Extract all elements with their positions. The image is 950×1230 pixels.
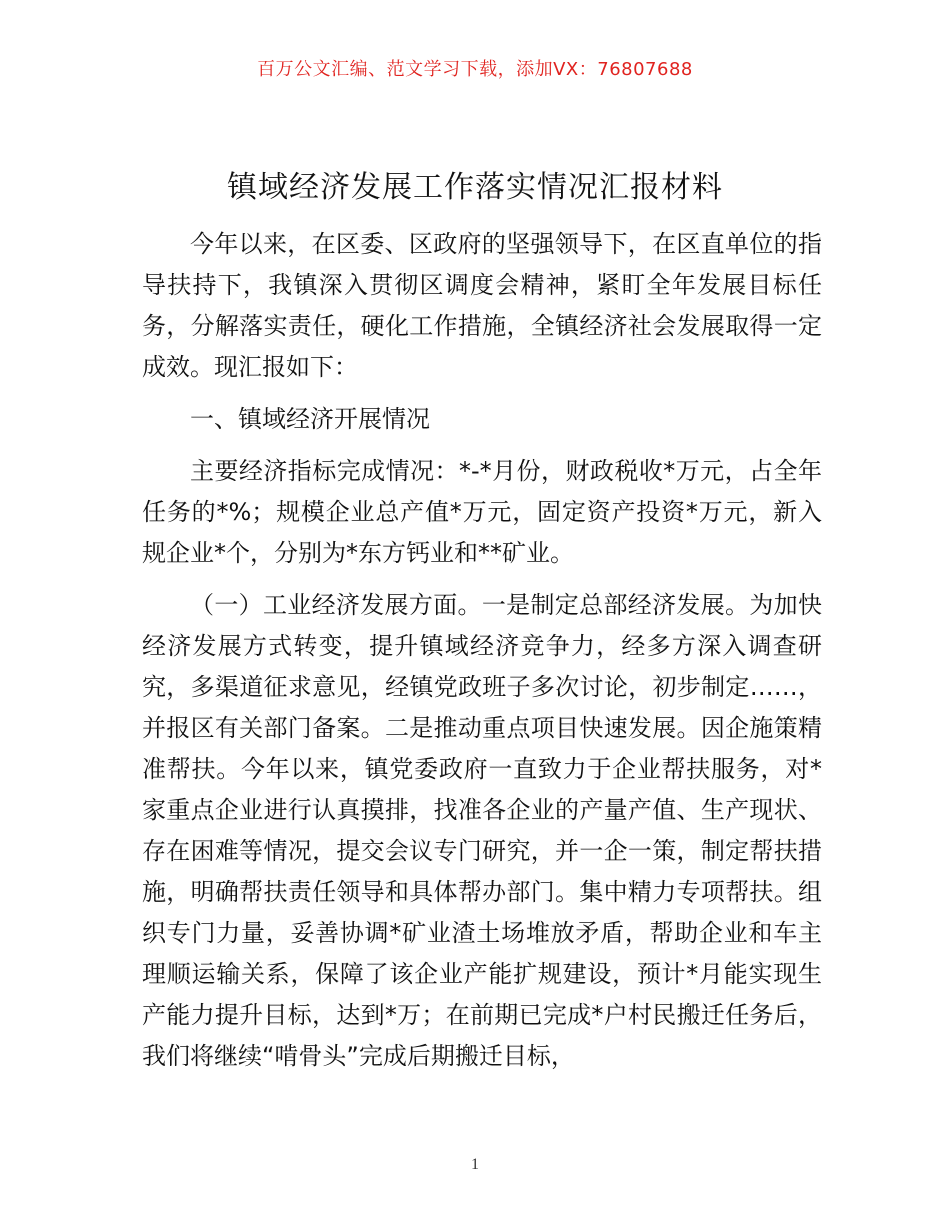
indicators-paragraph: 主要经济指标完成情况：*-*月份，财政税收*万元，占全年任务的*%；规模企业总产值*万元，固定资产投资*万元，新入规企业*个，分别为*东方钙业和**矿业。 [142,457,822,567]
section-heading: 一、镇域经济开展情况 [190,405,430,433]
industry-paragraph: （一）工业经济发展方面。一是制定总部经济发展。为加快经济发展方式转变，提升镇域经济竞争力，经多方深入调查研究，多渠道征求意见，经镇党政班子多次讨论，初步制定……，并报区有关部门备案。二是推动重点项目快速发展。因企施策精准帮扶。今年以来，镇党委政府一直致力于企业帮扶服务，对*家重点企业进行认真摸排，找准各企业的产量产值、生产现状、存在困难等情况，提交会议专门研究，并一企一策，制定帮扶措施，明确帮扶责任领导和具体帮办部门。集中精力专项帮扶。组织专门力量，妥善协调*矿业渣土场堆放矛盾，帮助企业和车主理顺运输关系，保障了该企业产能扩规建设，预计*月能实现生产能力提升目标，达到*万；在前期已完成*户村民搬迁任务后，我们将继续“啃骨头”完成后期搬迁目标， [142,591,822,1070]
document-body [142,224,822,1077]
page-number: 1 [471,1156,479,1173]
watermark-header: 百万公文汇编、范文学习下载，添加VX：76807688 [257,59,693,80]
document-title: 镇域经济发展工作落实情况汇报材料 [227,170,723,205]
intro-paragraph: 今年以来，在区委、区政府的坚强领导下，在区直单位的指导扶持下，我镇深入贯彻区调度会精神，紧盯全年发展目标任务，分解落实责任，硬化工作措施，全镇经济社会发展取得一定成效。现汇报如下： [142,230,822,381]
